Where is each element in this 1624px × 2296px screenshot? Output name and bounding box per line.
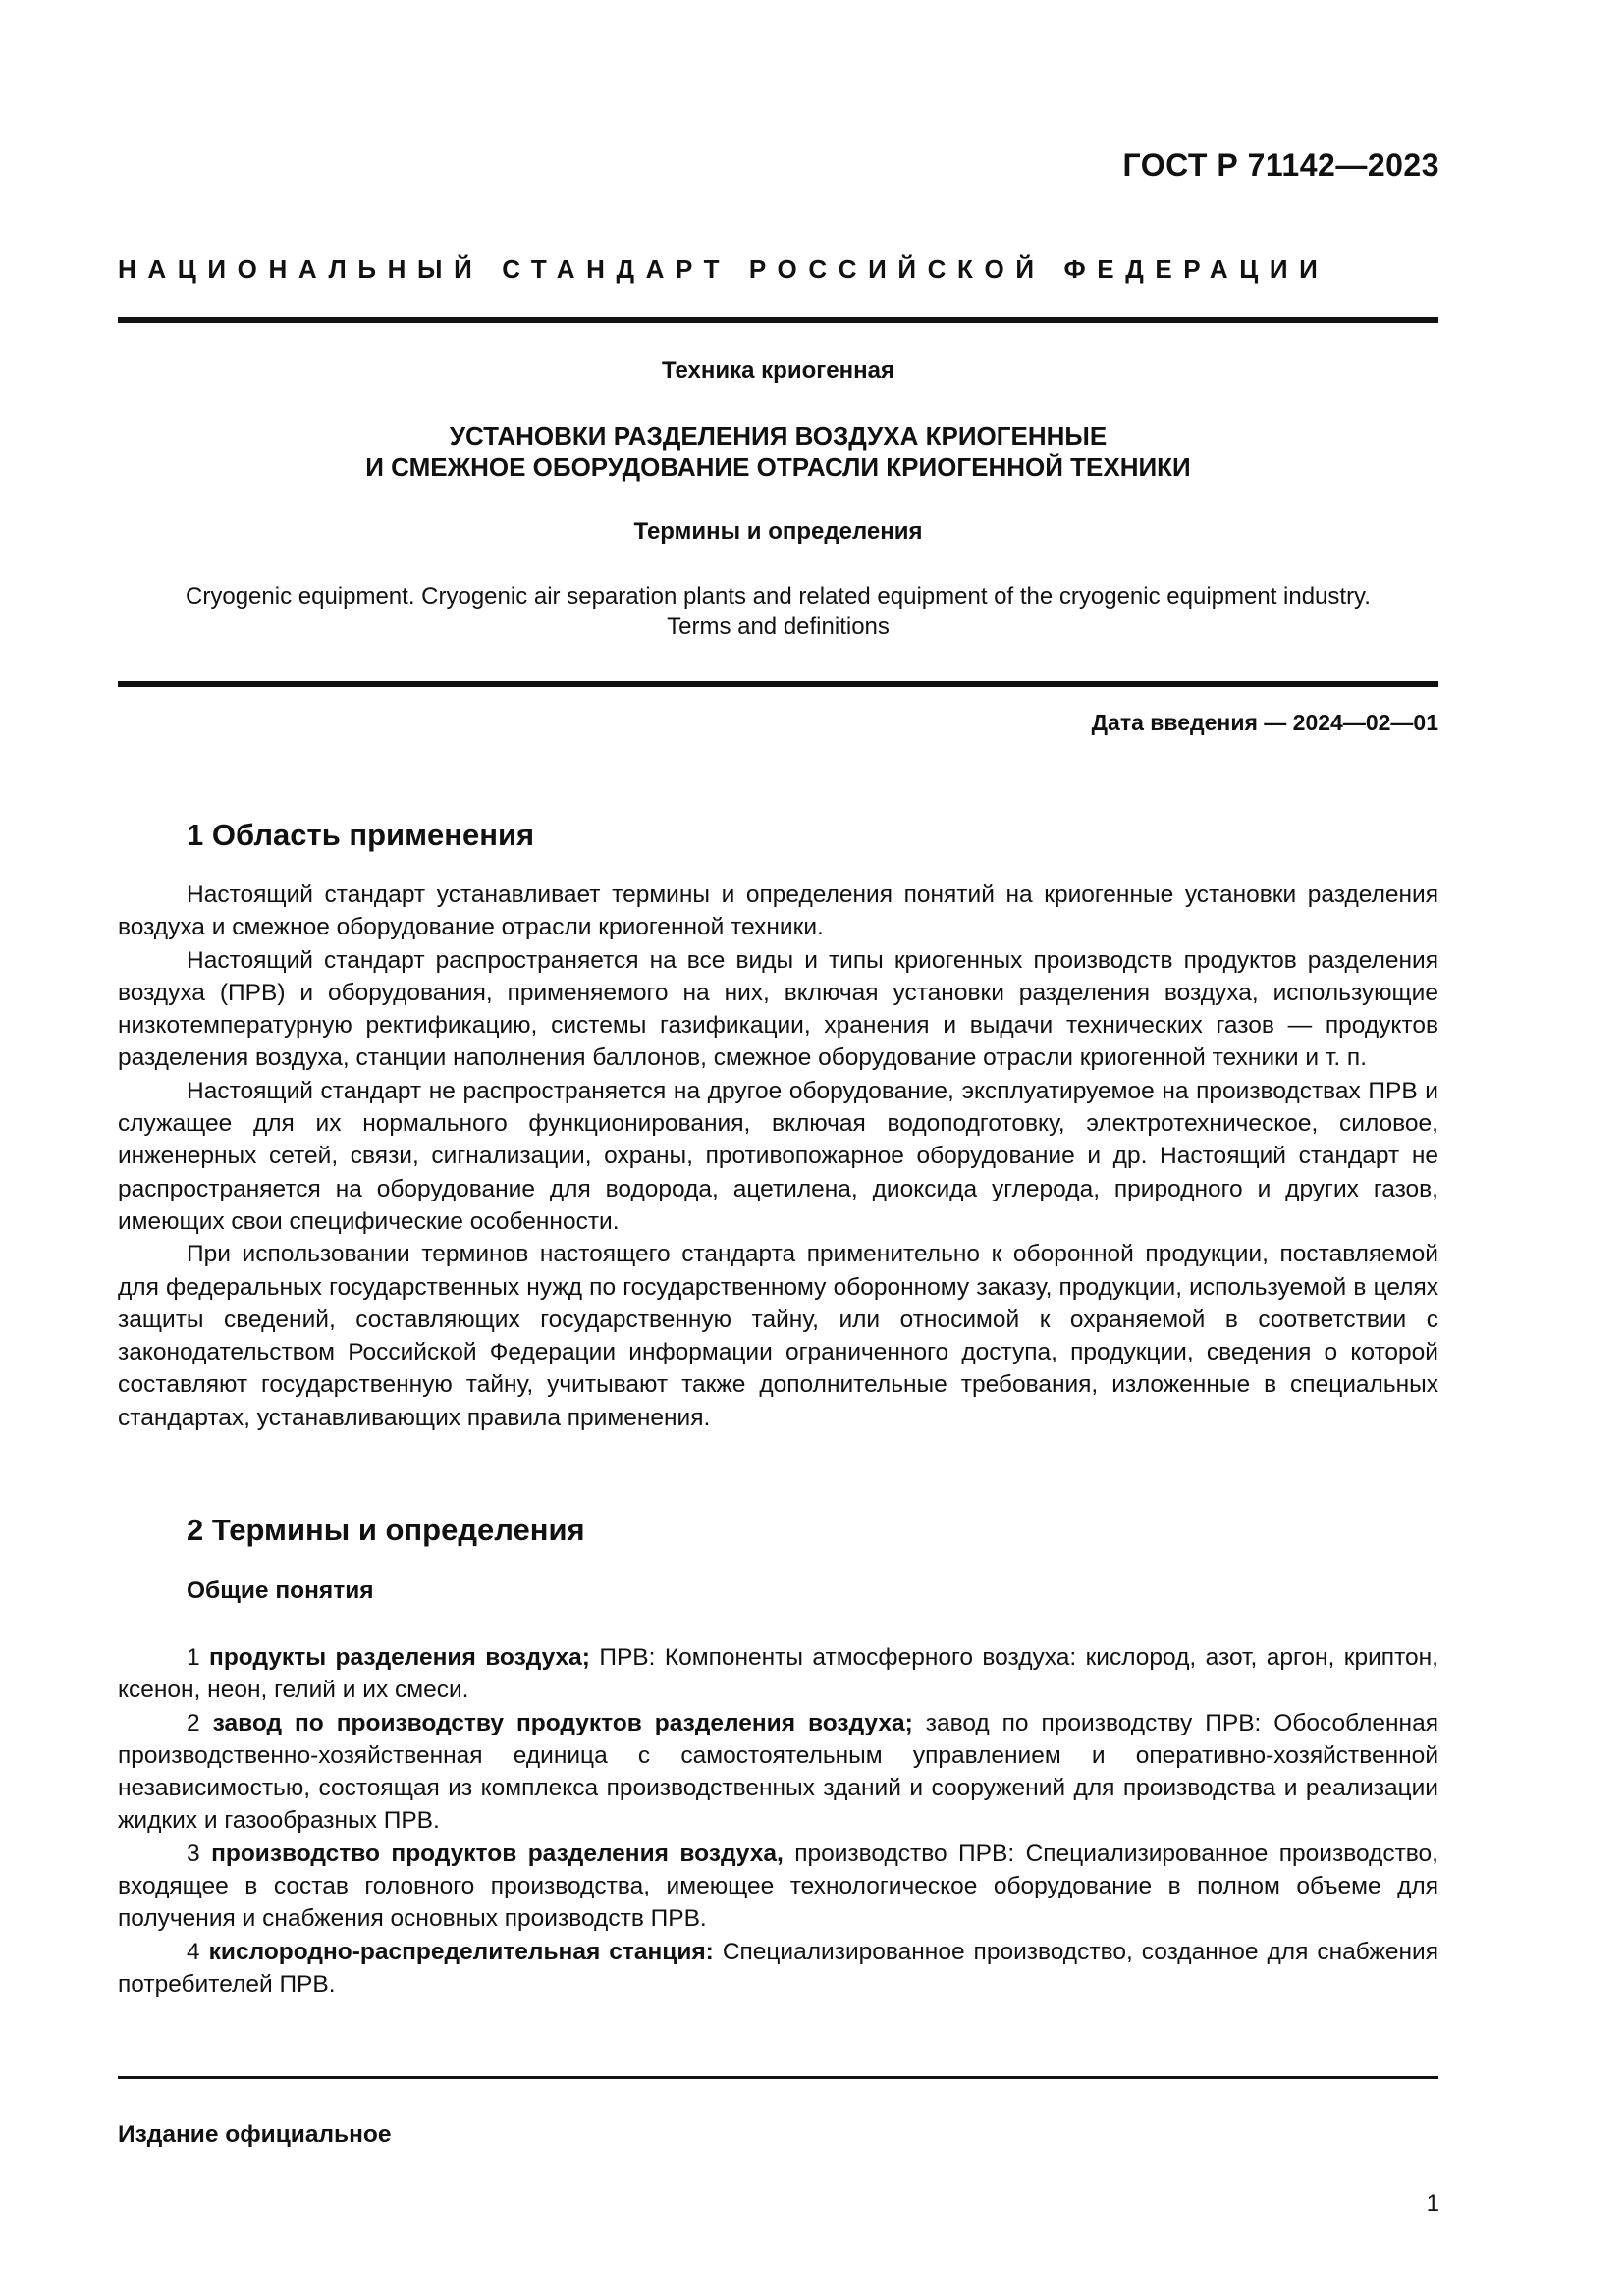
introduction-date: Дата введения — 2024—02—01: [1091, 710, 1438, 735]
term-name: завод по производству продуктов разделения воздуха;: [212, 1709, 913, 1736]
term-name: производство продуктов разделения воздуха,: [211, 1840, 784, 1867]
main-title-line-1: УСТАНОВКИ РАЗДЕЛЕНИЯ ВОЗДУХА КРИОГЕННЫЕ: [449, 421, 1108, 451]
term-number: 1: [187, 1644, 200, 1671]
main-title-line-2: И СМЕЖНОЕ ОБОРУДОВАНИЕ ОТРАСЛИ КРИОГЕННОЙ ТЕХНИКИ: [365, 453, 1191, 482]
section-1-body: [118, 879, 1438, 1434]
section-1-paragraph: При использовании терминов настоящего стандарта применительно к оборонной продукции, поставляемой для федеральных государственных нужд по государственному оборонному заказу, продукции, используемой в целях защиты сведений, составляющих государственную тайну, или относимой к охраняемой в соответствии с законодательством Российской Федерации информации ограниченного доступа, продукции, сведения о которой составляют государственную тайну, учитывают также дополнительные требования, изложенные в специальных стандартах, устанавливающих правила применения.: [118, 1241, 1438, 1431]
term-name: продукты разделения воздуха;: [209, 1644, 590, 1671]
term-definition: Специализированное производство, созданное для снабжения потребителей ПРВ.: [118, 1938, 1438, 1998]
section-2-terms: [118, 1641, 1438, 2001]
section-1-heading: 1 Область применения: [187, 818, 535, 852]
gost-number: ГОСТ Р 71142—2023: [1122, 147, 1439, 183]
term-entry: [118, 1707, 1438, 1838]
main-title: [118, 420, 1438, 483]
english-title: [118, 581, 1438, 642]
term-name: кислородно-распределительная станция:: [208, 1938, 714, 1965]
term-definition: завод по производству ПРВ: Обособленная производственно-хозяйственная единица с самостоятельным управлением и оперативно-хозяйственной независимостью, состоящая из комплекса производственных зданий и сооружений для производства и реализации жидких и газообразных ПРВ.: [118, 1709, 1438, 1835]
term-number: 3: [187, 1840, 200, 1867]
general-concepts-heading: Общие понятия: [187, 1577, 374, 1604]
term-entry: [118, 1936, 1438, 2002]
title-divider: [118, 681, 1438, 687]
section-1-paragraph: Настоящий стандарт не распространяется на другое оборудование, эксплуатируемое на производствах ПРВ и служащее для их нормального функционирования, включая водоподготовку, электротехническое, силовое, инженерных сетей, связи, сигнализации, охраны, противопожарное оборудование и др. Настоящий стандарт не распространяется на оборудование для водорода, ацетилена, диоксида углерода, природного и других газов, имеющих свои специфические особенности.: [118, 1077, 1438, 1235]
term-entry: [118, 1641, 1438, 1707]
english-title-line-1: Cryogenic equipment. Cryogenic air separation plants and related equipment of the cryogenic equipment industry.: [186, 583, 1371, 610]
term-number: 2: [187, 1709, 200, 1736]
term-entry: [118, 1838, 1438, 1936]
english-title-line-2: Terms and definitions: [667, 614, 890, 640]
subtitle: Термины и определения: [633, 518, 923, 545]
top-divider: [118, 317, 1438, 323]
term-definition: производство ПРВ: Специализированное производство, входящее в состав головного производства, имеющее технологическое оборудование в полном объеме для получения и снабжения основных производств ПРВ.: [118, 1840, 1438, 1933]
section-1-paragraph: Настоящий стандарт устанавливает термины и определения понятий на криогенные установки разделения воздуха и смежное оборудование отрасли криогенной техники.: [118, 881, 1438, 941]
official-edition-label: Издание официальное: [118, 2121, 392, 2148]
section-2-heading: 2 Термины и определения: [187, 1513, 585, 1547]
term-definition: ПРВ: Компоненты атмосферного воздуха: кислород, азот, аргон, криптон, ксенон, неон, гелий и их смеси.: [118, 1644, 1438, 1704]
term-number: 4: [187, 1938, 200, 1965]
footer-divider: [118, 2076, 1438, 2079]
national-standard-banner: НАЦИОНАЛЬНЫЙ СТАНДАРТ РОССИЙСКОЙ ФЕДЕРАЦИИ: [118, 254, 1329, 284]
page-number: 1: [1426, 2190, 1439, 2216]
category-title: Техника криогенная: [662, 357, 894, 384]
section-1-paragraph: Настоящий стандарт распространяется на все виды и типы криогенных производств продуктов разделения воздуха (ПРВ) и оборудования, применяемого на них, включая установки разделения воздуха, использующие низкотемпературную ректификацию, системы газификации, хранения и выдачи технических газов — продуктов разделения воздуха, станции наполнения баллонов, смежное оборудование отрасли криогенной техники и т. п.: [118, 946, 1438, 1072]
